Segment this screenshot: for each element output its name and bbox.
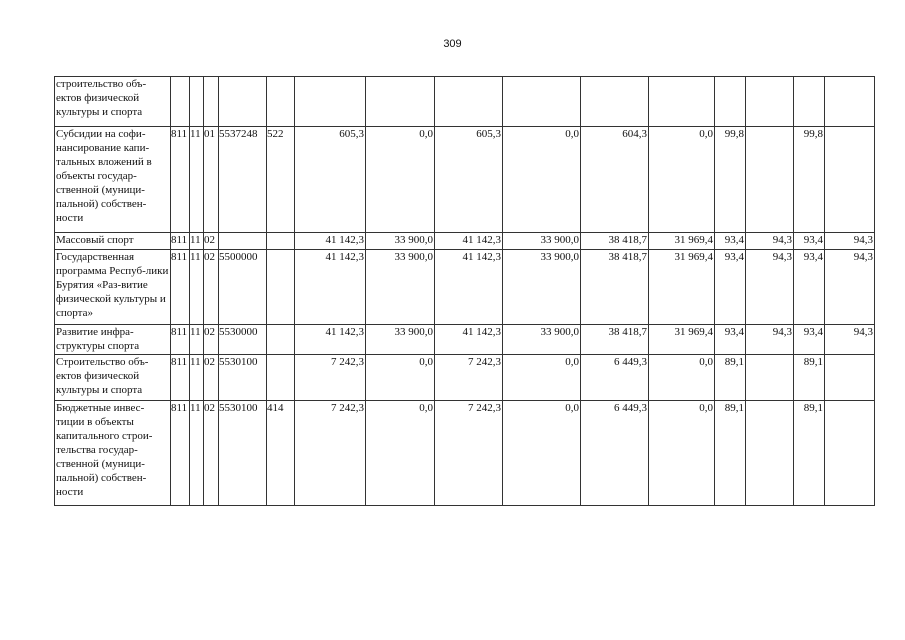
cell-percent-1: 99,8	[715, 127, 746, 233]
page-number: 309	[443, 38, 462, 50]
cell-adjusted-federal: 33 900,0	[503, 250, 581, 325]
cell-plan-federal: 0,0	[366, 401, 435, 506]
cell-percent-2: 94,3	[746, 233, 794, 250]
cell-percent-2	[746, 77, 794, 127]
code-subsection: 02	[204, 325, 219, 355]
cell-percent-3: 93,4	[794, 233, 825, 250]
cell-percent-3: 89,1	[794, 401, 825, 506]
cell-percent-3: 99,8	[794, 127, 825, 233]
cell-adjusted-total: 41 142,3	[435, 325, 503, 355]
cell-adjusted-total: 7 242,3	[435, 355, 503, 401]
cell-percent-1: 93,4	[715, 250, 746, 325]
row-name: строительство объ-ектов физической культуры и спорта	[55, 77, 171, 127]
code-ministry: 811	[171, 250, 190, 325]
cell-percent-1: 89,1	[715, 401, 746, 506]
cell-percent-2	[746, 355, 794, 401]
code-target: 5537248	[219, 127, 267, 233]
cell-plan-total	[295, 77, 366, 127]
cell-plan-total: 7 242,3	[295, 355, 366, 401]
code-expense-type	[267, 233, 295, 250]
cell-plan-federal	[366, 77, 435, 127]
table-row	[55, 401, 875, 506]
cell-percent-1	[715, 77, 746, 127]
cell-executed-total: 604,3	[581, 127, 649, 233]
cell-plan-federal: 33 900,0	[366, 233, 435, 250]
cell-percent-1: 93,4	[715, 233, 746, 250]
code-section	[190, 77, 204, 127]
code-ministry: 811	[171, 401, 190, 506]
cell-percent-3	[794, 77, 825, 127]
code-target	[219, 77, 267, 127]
code-target: 5500000	[219, 250, 267, 325]
code-section: 11	[190, 233, 204, 250]
cell-percent-3: 93,4	[794, 325, 825, 355]
cell-percent-4	[825, 77, 875, 127]
code-expense-type	[267, 355, 295, 401]
cell-adjusted-federal	[503, 77, 581, 127]
code-target	[219, 233, 267, 250]
table-row	[55, 325, 875, 355]
cell-executed-total	[581, 77, 649, 127]
cell-plan-total: 7 242,3	[295, 401, 366, 506]
cell-plan-total: 41 142,3	[295, 250, 366, 325]
code-subsection: 02	[204, 233, 219, 250]
code-section: 11	[190, 401, 204, 506]
code-section: 11	[190, 355, 204, 401]
code-subsection	[204, 77, 219, 127]
cell-plan-total: 41 142,3	[295, 325, 366, 355]
code-section: 11	[190, 325, 204, 355]
code-subsection: 02	[204, 355, 219, 401]
row-name: Государственная программа Респуб-лики Бурятия «Раз-витие физической культуры и спорта»	[55, 250, 171, 325]
cell-adjusted-total	[435, 77, 503, 127]
cell-plan-federal: 0,0	[366, 355, 435, 401]
cell-percent-4	[825, 355, 875, 401]
table-row	[55, 127, 875, 233]
cell-percent-2	[746, 127, 794, 233]
cell-adjusted-total: 605,3	[435, 127, 503, 233]
cell-executed-total: 38 418,7	[581, 233, 649, 250]
cell-percent-1: 89,1	[715, 355, 746, 401]
row-name: Субсидии на софи-нансирование капи-тальных вложений в объекты государ-ственной (муници-пальной) собствен-ности	[55, 127, 171, 233]
cell-plan-federal: 0,0	[366, 127, 435, 233]
table-row	[55, 250, 875, 325]
cell-executed-federal	[649, 77, 715, 127]
cell-percent-3: 89,1	[794, 355, 825, 401]
cell-percent-2	[746, 401, 794, 506]
code-expense-type	[267, 325, 295, 355]
cell-plan-federal: 33 900,0	[366, 250, 435, 325]
cell-percent-4: 94,3	[825, 325, 875, 355]
cell-percent-2: 94,3	[746, 325, 794, 355]
budget-table	[54, 76, 875, 506]
cell-percent-3: 93,4	[794, 250, 825, 325]
cell-plan-total: 41 142,3	[295, 233, 366, 250]
cell-executed-total: 38 418,7	[581, 250, 649, 325]
code-subsection: 02	[204, 401, 219, 506]
table-row	[55, 233, 875, 250]
cell-executed-total: 6 449,3	[581, 355, 649, 401]
cell-executed-federal: 31 969,4	[649, 250, 715, 325]
code-ministry: 811	[171, 127, 190, 233]
code-expense-type	[267, 250, 295, 325]
cell-executed-federal: 0,0	[649, 355, 715, 401]
row-name: Развитие инфра-структуры спорта	[55, 325, 171, 355]
code-target: 5530100	[219, 355, 267, 401]
cell-adjusted-total: 7 242,3	[435, 401, 503, 506]
cell-percent-4: 94,3	[825, 250, 875, 325]
code-ministry: 811	[171, 325, 190, 355]
row-name: Массовый спорт	[55, 233, 171, 250]
cell-percent-1: 93,4	[715, 325, 746, 355]
cell-executed-total: 38 418,7	[581, 325, 649, 355]
code-target: 5530100	[219, 401, 267, 506]
cell-executed-federal: 31 969,4	[649, 233, 715, 250]
cell-adjusted-total: 41 142,3	[435, 233, 503, 250]
cell-adjusted-federal: 0,0	[503, 401, 581, 506]
cell-adjusted-federal: 33 900,0	[503, 233, 581, 250]
table-row	[55, 355, 875, 401]
cell-adjusted-federal: 0,0	[503, 127, 581, 233]
code-ministry: 811	[171, 233, 190, 250]
cell-percent-2: 94,3	[746, 250, 794, 325]
code-subsection: 02	[204, 250, 219, 325]
cell-executed-federal: 0,0	[649, 401, 715, 506]
code-ministry: 811	[171, 355, 190, 401]
code-target: 5530000	[219, 325, 267, 355]
cell-plan-federal: 33 900,0	[366, 325, 435, 355]
cell-executed-federal: 31 969,4	[649, 325, 715, 355]
code-section: 11	[190, 250, 204, 325]
cell-percent-4	[825, 401, 875, 506]
code-ministry	[171, 77, 190, 127]
cell-adjusted-federal: 33 900,0	[503, 325, 581, 355]
cell-percent-4	[825, 127, 875, 233]
cell-executed-total: 6 449,3	[581, 401, 649, 506]
cell-executed-federal: 0,0	[649, 127, 715, 233]
code-section: 11	[190, 127, 204, 233]
code-expense-type	[267, 77, 295, 127]
code-expense-type: 522	[267, 127, 295, 233]
row-name: Бюджетные инвес-тиции в объекты капитального строи-тельства государ-ственной (муници-пальной) собствен-ности	[55, 401, 171, 506]
code-subsection: 01	[204, 127, 219, 233]
cell-adjusted-federal: 0,0	[503, 355, 581, 401]
row-name: Строительство объ-ектов физической культуры и спорта	[55, 355, 171, 401]
cell-plan-total: 605,3	[295, 127, 366, 233]
code-expense-type: 414	[267, 401, 295, 506]
cell-adjusted-total: 41 142,3	[435, 250, 503, 325]
table-row	[55, 77, 875, 127]
cell-percent-4: 94,3	[825, 233, 875, 250]
